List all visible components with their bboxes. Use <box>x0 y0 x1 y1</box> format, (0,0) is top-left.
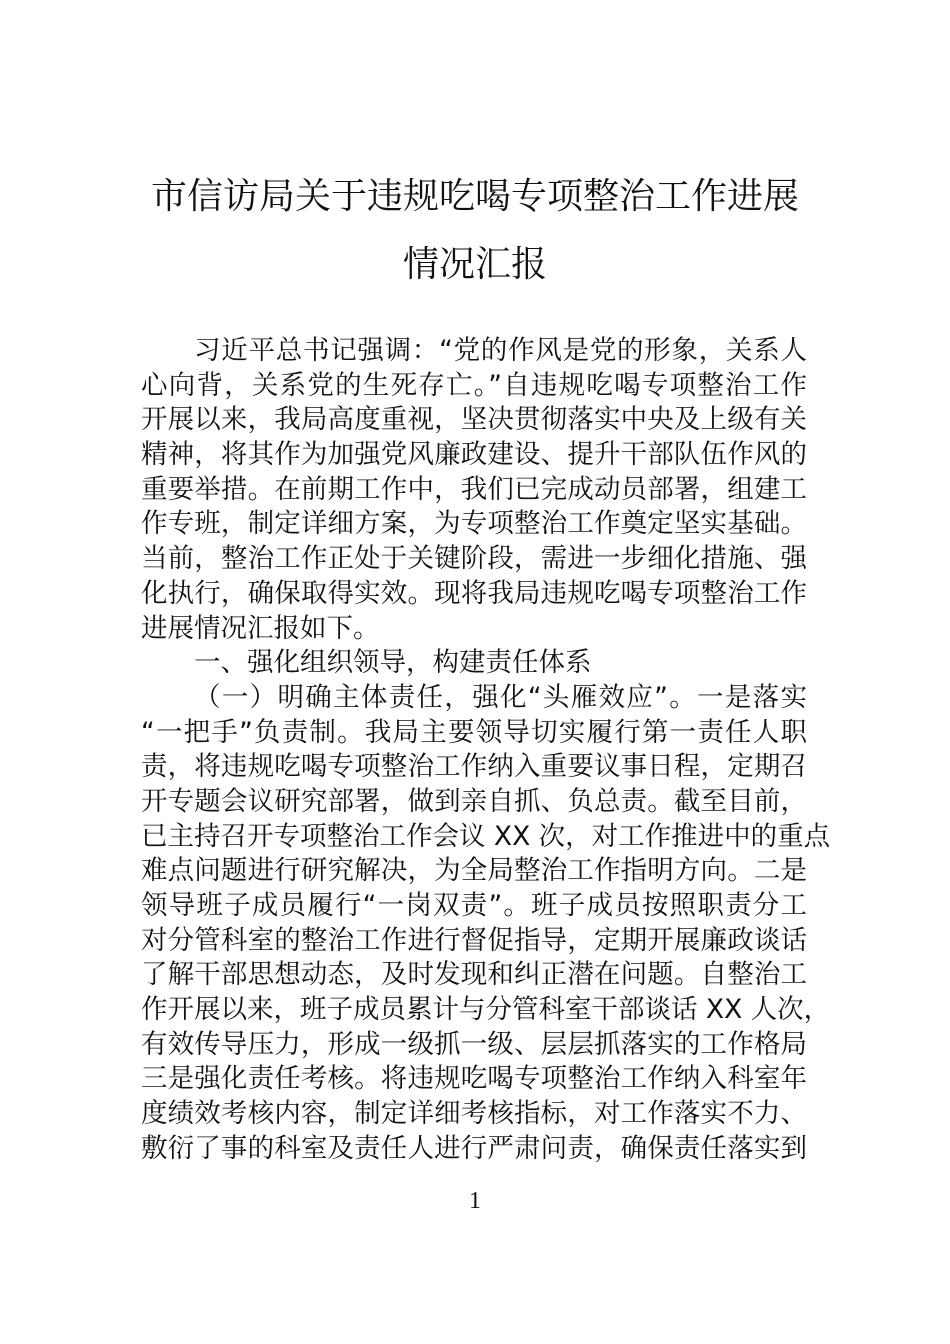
text-line: 了解干部思想动态，及时发现和纠正潜在问题。自整治工 <box>141 959 807 991</box>
text-line: 重要举措。在前期工作中，我们已完成动员部署，组建工 <box>141 473 807 505</box>
text-line: 精神，将其作为加强党风廉政建设、提升干部队伍作风的 <box>141 439 807 471</box>
text-line: 作专班，制定详细方案，为专项整治工作奠定坚实基础。 <box>141 508 807 540</box>
page-number: 1 <box>469 1188 481 1214</box>
text-line: “一把手”负责制。我局主要领导切实履行第一责任人职 <box>141 716 807 748</box>
text-line: 开展以来，我局高度重视，坚决贯彻落实中央及上级有关 <box>141 404 807 436</box>
text-line: 作开展以来，班子成员累计与分管科室干部谈话 XX 人次， <box>141 994 831 1026</box>
text-line: 难点问题进行研究解决，为全局整治工作指明方向。二是 <box>141 855 807 887</box>
text-line: 三是强化责任考核。将违规吃喝专项整治工作纳入科室年 <box>141 1063 807 1095</box>
text-line: （一）明确主体责任，强化“头雁效应”。一是落实 <box>194 681 807 713</box>
text-line: 心向背，关系党的生死存亡。”自违规吃喝专项整治工作 <box>141 369 807 401</box>
text-line: 习近平总书记强调：“党的作风是党的形象，关系人 <box>194 335 807 366</box>
text-line: 对分管科室的整治工作进行督促指导，定期开展廉政谈话 <box>141 924 807 956</box>
text-line: 当前，整治工作正处于关键阶段，需进一步细化措施、强 <box>141 543 807 575</box>
document-title-line-2: 情况汇报 <box>402 244 547 285</box>
document-body <box>141 334 831 1167</box>
section-heading: 一、强化组织领导，构建责任体系 <box>194 647 592 679</box>
text-line: 化执行，确保取得实效。现将我局违规吃喝专项整治工作 <box>141 577 807 609</box>
text-line: 领导班子成员履行“一岗双责”。班子成员按照职责分工 <box>141 890 807 921</box>
text-line: 责，将违规吃喝专项整治工作纳入重要议事日程，定期召 <box>141 751 807 783</box>
text-line: 有效传导压力，形成一级抓一级、层层抓落实的工作格局 <box>141 1028 807 1060</box>
text-line: 开专题会议研究部署，做到亲自抓、负总责。截至目前， <box>141 785 807 817</box>
document-title-line-1: 市信访局关于违规吃喝专项整治工作进展 <box>150 176 799 217</box>
text-line: 敷衍了事的科室及责任人进行严肃问责，确保责任落实到 <box>141 1132 807 1164</box>
text-line: 进展情况汇报如下。 <box>141 612 380 644</box>
text-line: 已主持召开专项整治工作会议 XX 次，对工作推进中的重点 <box>141 820 831 852</box>
text-line: 度绩效考核内容，制定详细考核指标，对工作落实不力、 <box>141 1098 807 1130</box>
